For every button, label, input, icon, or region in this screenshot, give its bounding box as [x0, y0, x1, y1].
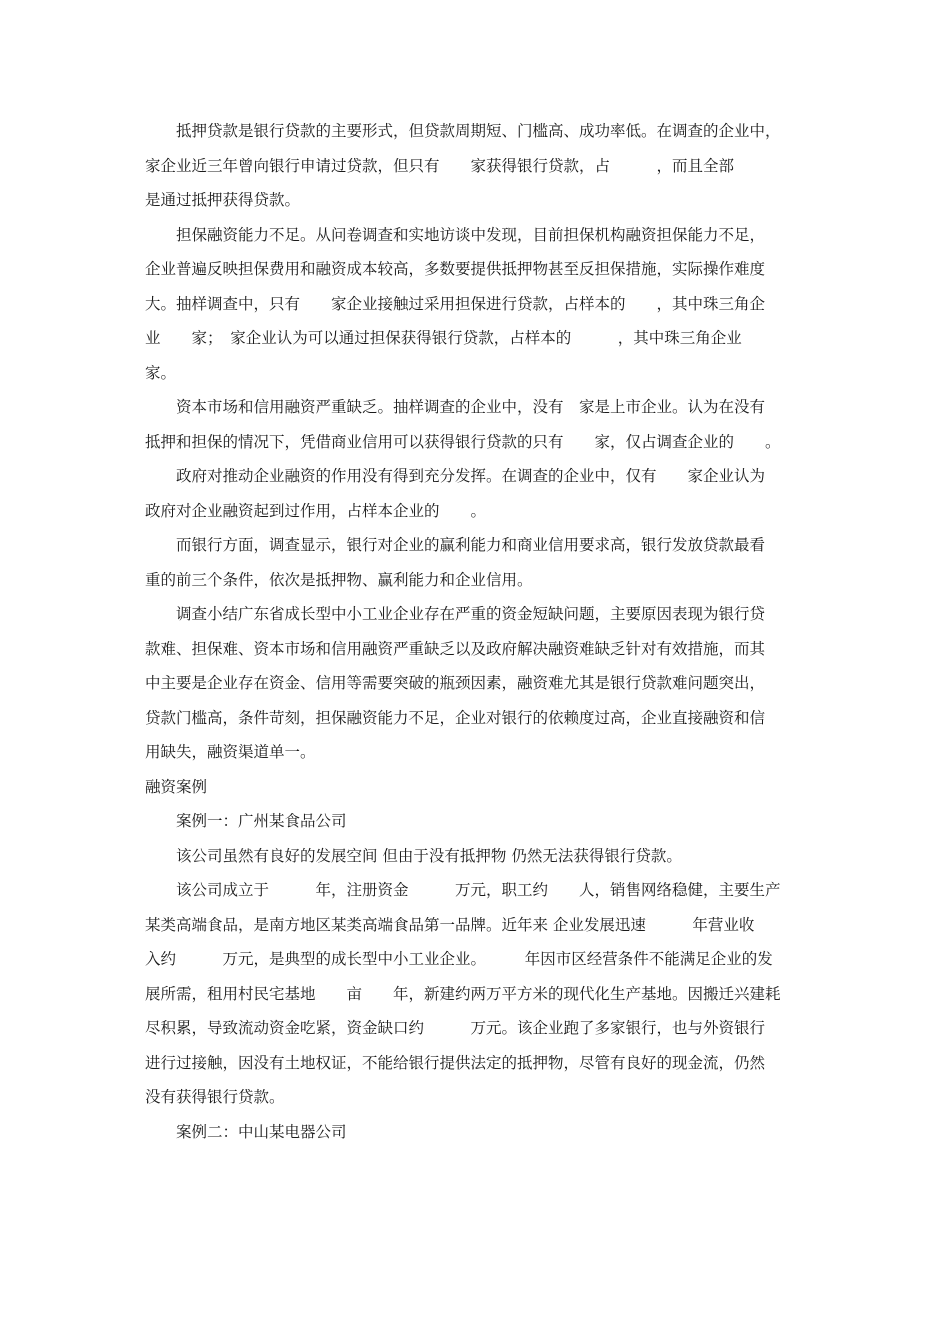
case-two-title: 案例二：中山某电器公司 — [176, 1122, 347, 1141]
text-line: 贷款门槛高，条件苛刻，担保融资能力不足，企业对银行的依赖度过高，企业直接融资和信 — [145, 708, 766, 727]
text-line: 没有获得银行贷款。 — [145, 1088, 285, 1106]
text-line: 用缺失，融资渠道单一。 — [145, 743, 316, 761]
document-page — [145, 114, 810, 1149]
text-line: 政府对推动企业融资的作用没有得到充分发挥。在调查的企业中，仅有 家企业认为 — [176, 467, 766, 485]
text-line: 该公司成立于 年，注册资金 万元，职工约 人，销售网络稳健，主要生产 — [176, 881, 781, 899]
paragraph-government-role — [145, 459, 810, 528]
text-line: 家。 — [145, 363, 177, 382]
text-line: 某类高端食品，是南方地区某类高端食品第一品牌。近年来 企业发展迅速 年营业收 — [145, 915, 755, 934]
text-line: 企业普遍反映担保费用和融资成本较高，多数要提供抵押物甚至反担保措施，实际操作难度 — [145, 260, 766, 278]
text-line: 重的前三个条件，依次是抵押物、赢利能力和企业信用。 — [145, 570, 533, 589]
section-heading: 融资案例 — [145, 777, 208, 796]
case-one-title: 案例一：广州某食品公司 — [176, 812, 347, 830]
text-line: 尽积累，导致流动资金吃紧，资金缺口约 万元。该企业跑了多家银行，也与外资银行 — [145, 1019, 766, 1037]
text-line: 入约 万元，是典型的成长型中小工业企业。 年因市区经营条件不能满足企业的发 — [145, 950, 773, 968]
text-line: 展所需，租用村民宅基地 亩 年，新建约两万平方米的现代化生产基地。因搬迁兴建耗 — [145, 984, 781, 1003]
text-line: 大。抽样调查中，只有 家企业接触过采用担保进行贷款，占样本的 ，其中珠三角企 — [145, 294, 766, 313]
text-line: 抵押和担保的情况下，凭借商业信用可以获得银行贷款的只有 家，仅占调查企业的 。 — [145, 432, 781, 451]
text-line: 政府对企业融资起到过作用，占样本企业的 。 — [145, 501, 487, 520]
paragraph-mortgage-loans — [145, 114, 810, 218]
text-line: 抵押贷款是银行贷款的主要形式，但贷款周期短、门槛高、成功率低。在调查的企业中， — [176, 122, 781, 140]
paragraph-survey-summary — [145, 597, 810, 770]
paragraph-bank-side — [145, 528, 810, 597]
text-line: 中主要是企业存在资金、信用等需要突破的瓶颈因素，融资难尤其是银行贷款难问题突出， — [145, 674, 766, 692]
text-line: 担保融资能力不足。从问卷调查和实地访谈中发现，目前担保机构融资担保能力不足， — [176, 225, 766, 244]
text-line: 进行过接触，因没有土地权证，不能给银行提供法定的抵押物，尽管有良好的现金流，仍然 — [145, 1053, 766, 1072]
case-one-summary: 该公司虽然有良好的发展空间 但由于没有抵押物 仍然无法获得银行贷款。 — [176, 846, 682, 865]
text-line: 资本市场和信用融资严重缺乏。抽样调查的企业中，没有 家是上市企业。认为在没有 — [176, 398, 766, 416]
paragraph-capital-market — [145, 390, 810, 459]
text-line: 业 家； 家企业认为可以通过担保获得银行贷款，占样本的 ，其中珠三角企业 — [145, 329, 742, 347]
case-one-body — [145, 873, 810, 1115]
text-line: 家企业近三年曾向银行申请过贷款，但只有 家获得银行贷款，占 ，而且全部 — [145, 156, 735, 175]
paragraph-guarantee-financing — [145, 218, 810, 391]
text-line: 是通过抵押获得贷款。 — [145, 191, 301, 209]
text-line: 调查小结广东省成长型中小工业企业存在严重的资金短缺问题，主要原因表现为银行贷 — [176, 605, 766, 623]
text-line: 而银行方面，调查显示，银行对企业的赢利能力和商业信用要求高，银行发放贷款最看 — [176, 536, 766, 554]
text-line: 款难、担保难、资本市场和信用融资严重缺乏以及政府解决融资难缺乏针对有效措施，而其 — [145, 639, 766, 658]
